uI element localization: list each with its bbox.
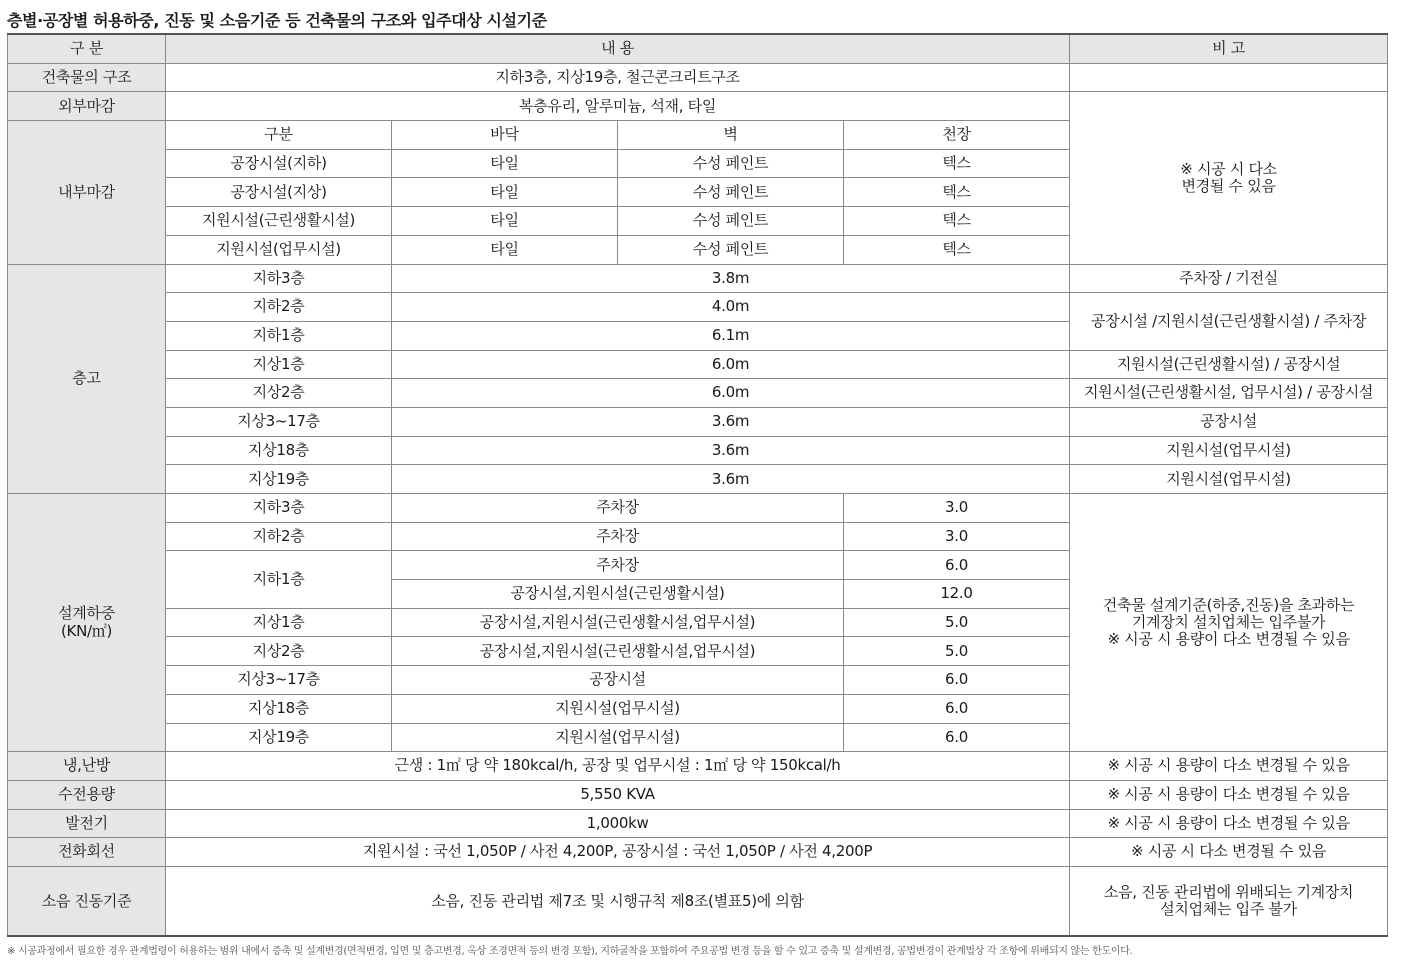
load-cell: 5.0	[844, 608, 1070, 637]
interior-cell: 텍스	[844, 178, 1070, 207]
height-cell: 3.6m	[392, 465, 1070, 494]
interior-cell: 타일	[392, 235, 618, 264]
table-row	[8, 264, 1388, 293]
design-load-unit: (KN/㎡)	[60, 621, 112, 640]
power-value: 5,550 KVA	[166, 780, 1070, 809]
use-cell: 주차장	[392, 522, 844, 551]
phone-label: 전화회선	[8, 838, 166, 867]
design-load-label-line: 설계하중	[58, 604, 115, 623]
design-load-remark-line: ※ 시공 시 용량이 다소 변경될 수 있음	[1107, 630, 1350, 649]
structure-label: 건축물의 구조	[8, 63, 166, 92]
load-cell: 3.0	[844, 494, 1070, 523]
floor-cell: 지상2층	[166, 637, 392, 666]
interior-cell: 타일	[392, 149, 618, 178]
phone-remark: ※ 시공 시 다소 변경될 수 있음	[1070, 838, 1388, 867]
header-remarks: 비 고	[1070, 34, 1388, 63]
design-load-label	[8, 494, 166, 752]
use-cell: 공장시설,지원시설(근린생활시설,업무시설)	[392, 637, 844, 666]
table-row	[8, 92, 1388, 121]
floor-cell: 지상2층	[166, 379, 392, 408]
power-label: 수전용량	[8, 780, 166, 809]
generator-remark: ※ 시공 시 용량이 다소 변경될 수 있음	[1070, 809, 1388, 838]
floor-height-label: 층고	[8, 264, 166, 494]
floor-cell: 지상3~17층	[166, 666, 392, 695]
load-cell: 12.0	[844, 580, 1070, 609]
phone-value: 지원시설 : 국선 1,050P / 사전 4,200P, 공장시설 : 국선 1,050P / 사전 4,200P	[166, 838, 1070, 867]
floor-cell: 지상18층	[166, 694, 392, 723]
table-row	[8, 350, 1388, 379]
load-cell: 6.0	[844, 551, 1070, 580]
use-cell: 지원시설(업무시설)	[392, 723, 844, 752]
table-row	[8, 866, 1388, 936]
interior-col-header: 구분	[166, 121, 392, 150]
load-cell: 5.0	[844, 637, 1070, 666]
noise-remark	[1070, 866, 1388, 936]
floor-cell: 지상18층	[166, 436, 392, 465]
interior-remark	[1070, 92, 1388, 264]
height-cell: 6.1m	[392, 321, 1070, 350]
hvac-label: 냉,난방	[8, 752, 166, 781]
floor-cell: 지상19층	[166, 465, 392, 494]
floor-height-remark: 지원시설(업무시설)	[1070, 436, 1388, 465]
height-cell: 6.0m	[392, 379, 1070, 408]
table-row	[8, 494, 1388, 523]
hvac-remark: ※ 시공 시 용량이 다소 변경될 수 있음	[1070, 752, 1388, 781]
use-cell: 공장시설,지원시설(근린생활시설,업무시설)	[392, 608, 844, 637]
hvac-value: 근생 : 1㎡ 당 약 180kcal/h, 공장 및 업무시설 : 1㎡ 당 약 150kcal/h	[166, 752, 1070, 781]
use-cell: 공장시설	[392, 666, 844, 695]
power-remark: ※ 시공 시 용량이 다소 변경될 수 있음	[1070, 780, 1388, 809]
interior-cell: 공장시설(지하)	[166, 149, 392, 178]
table-row	[8, 465, 1388, 494]
interior-col-header: 천장	[844, 121, 1070, 150]
interior-cell: 타일	[392, 207, 618, 236]
table-row	[8, 780, 1388, 809]
table-row	[8, 436, 1388, 465]
interior-remark-line: ※ 시공 시 다소	[1180, 159, 1277, 178]
noise-value: 소음, 진동 관리법 제7조 및 시행규칙 제8조(별표5)에 의함	[166, 866, 1070, 936]
use-cell: 공장시설,지원시설(근린생활시설)	[392, 580, 844, 609]
floor-cell: 지하3층	[166, 494, 392, 523]
floor-height-remark: 지원시설(근린생활시설, 업무시설) / 공장시설	[1070, 379, 1388, 408]
load-cell: 6.0	[844, 694, 1070, 723]
use-cell: 주차장	[392, 494, 844, 523]
interior-cell: 텍스	[844, 149, 1070, 178]
interior-col-header: 벽	[618, 121, 844, 150]
load-cell: 3.0	[844, 522, 1070, 551]
load-cell: 6.0	[844, 666, 1070, 695]
exterior-label: 외부마감	[8, 92, 166, 121]
generator-label: 발전기	[8, 809, 166, 838]
table-row	[8, 379, 1388, 408]
interior-label: 내부마감	[8, 121, 166, 264]
footnote: ※ 시공과정에서 필요한 경우 관계법령이 허용하는 범위 내에서 증축 및 설계변경(면적변경, 입면 및 층고변경, 옥상 조경면적 등의 변경 포함), 지하굴착을 포함하여 주요공법 변경 등을 할 수 있고 증축 및 설계변경, 공법변경이 관계법상 각 조항에 위배되지 않는 한도이다.	[7, 946, 1133, 957]
exterior-value: 복층유리, 알루미늄, 석재, 타일	[166, 92, 1070, 121]
noise-remark-line: 설치업체는 입주 불가	[1160, 900, 1297, 919]
noise-label: 소음 진동기준	[8, 866, 166, 936]
interior-col-header: 바닥	[392, 121, 618, 150]
design-load-remark-line: 기계장치 설치업체는 입주불가	[1131, 612, 1326, 631]
height-cell: 6.0m	[392, 350, 1070, 379]
floor-height-remark: 주차장 / 기전실	[1070, 264, 1388, 293]
interior-cell: 지원시설(근린생활시설)	[166, 207, 392, 236]
table-row	[8, 293, 1388, 322]
height-cell: 3.6m	[392, 436, 1070, 465]
table-row	[8, 63, 1388, 92]
floor-height-remark: 공장시설	[1070, 407, 1388, 436]
interior-cell: 텍스	[844, 235, 1070, 264]
generator-value: 1,000kw	[166, 809, 1070, 838]
floor-cell: 지하2층	[166, 293, 392, 322]
table-header-row	[8, 34, 1388, 63]
interior-cell: 지원시설(업무시설)	[166, 235, 392, 264]
interior-cell: 수성 페인트	[618, 235, 844, 264]
header-category: 구 분	[8, 34, 166, 63]
interior-cell: 텍스	[844, 207, 1070, 236]
floor-cell: 지상1층	[166, 608, 392, 637]
table-row	[8, 752, 1388, 781]
floor-height-remark: 지원시설(업무시설)	[1070, 465, 1388, 494]
interior-cell: 수성 페인트	[618, 207, 844, 236]
interior-remark-line: 변경될 수 있음	[1181, 176, 1276, 195]
noise-remark-line: 소음, 진동 관리법에 위배되는 기계장치	[1103, 882, 1354, 901]
interior-cell: 수성 페인트	[618, 178, 844, 207]
table-row	[8, 809, 1388, 838]
interior-cell: 공장시설(지상)	[166, 178, 392, 207]
floor-cell: 지하1층	[166, 321, 392, 350]
height-cell: 3.8m	[392, 264, 1070, 293]
structure-value: 지하3층, 지상19층, 철근콘크리트구조	[166, 63, 1070, 92]
floor-cell: 지상19층	[166, 723, 392, 752]
use-cell: 주차장	[392, 551, 844, 580]
floor-height-remark: 공장시설 /지원시설(근린생활시설) / 주차장	[1070, 293, 1388, 350]
table-row	[8, 838, 1388, 867]
page-title: 층별·공장별 허용하중, 진동 및 소음기준 등 건축물의 구조와 입주대상 시설기준	[7, 11, 547, 30]
design-load-remark-line: 건축물 설계기준(하중,진동)을 초과하는	[1102, 595, 1355, 614]
use-cell: 지원시설(업무시설)	[392, 694, 844, 723]
building-spec-table	[7, 33, 1388, 937]
header-content: 내 용	[166, 34, 1070, 63]
interior-cell: 수성 페인트	[618, 149, 844, 178]
interior-cell: 타일	[392, 178, 618, 207]
floor-cell: 지하3층	[166, 264, 392, 293]
table-row	[8, 407, 1388, 436]
structure-remark	[1070, 63, 1388, 92]
height-cell: 4.0m	[392, 293, 1070, 322]
floor-cell: 지하2층	[166, 522, 392, 551]
floor-cell: 지하1층	[166, 551, 392, 608]
floor-height-remark: 지원시설(근린생활시설) / 공장시설	[1070, 350, 1388, 379]
floor-cell: 지상1층	[166, 350, 392, 379]
floor-cell: 지상3~17층	[166, 407, 392, 436]
load-cell: 6.0	[844, 723, 1070, 752]
height-cell: 3.6m	[392, 407, 1070, 436]
design-load-remark	[1070, 494, 1388, 752]
